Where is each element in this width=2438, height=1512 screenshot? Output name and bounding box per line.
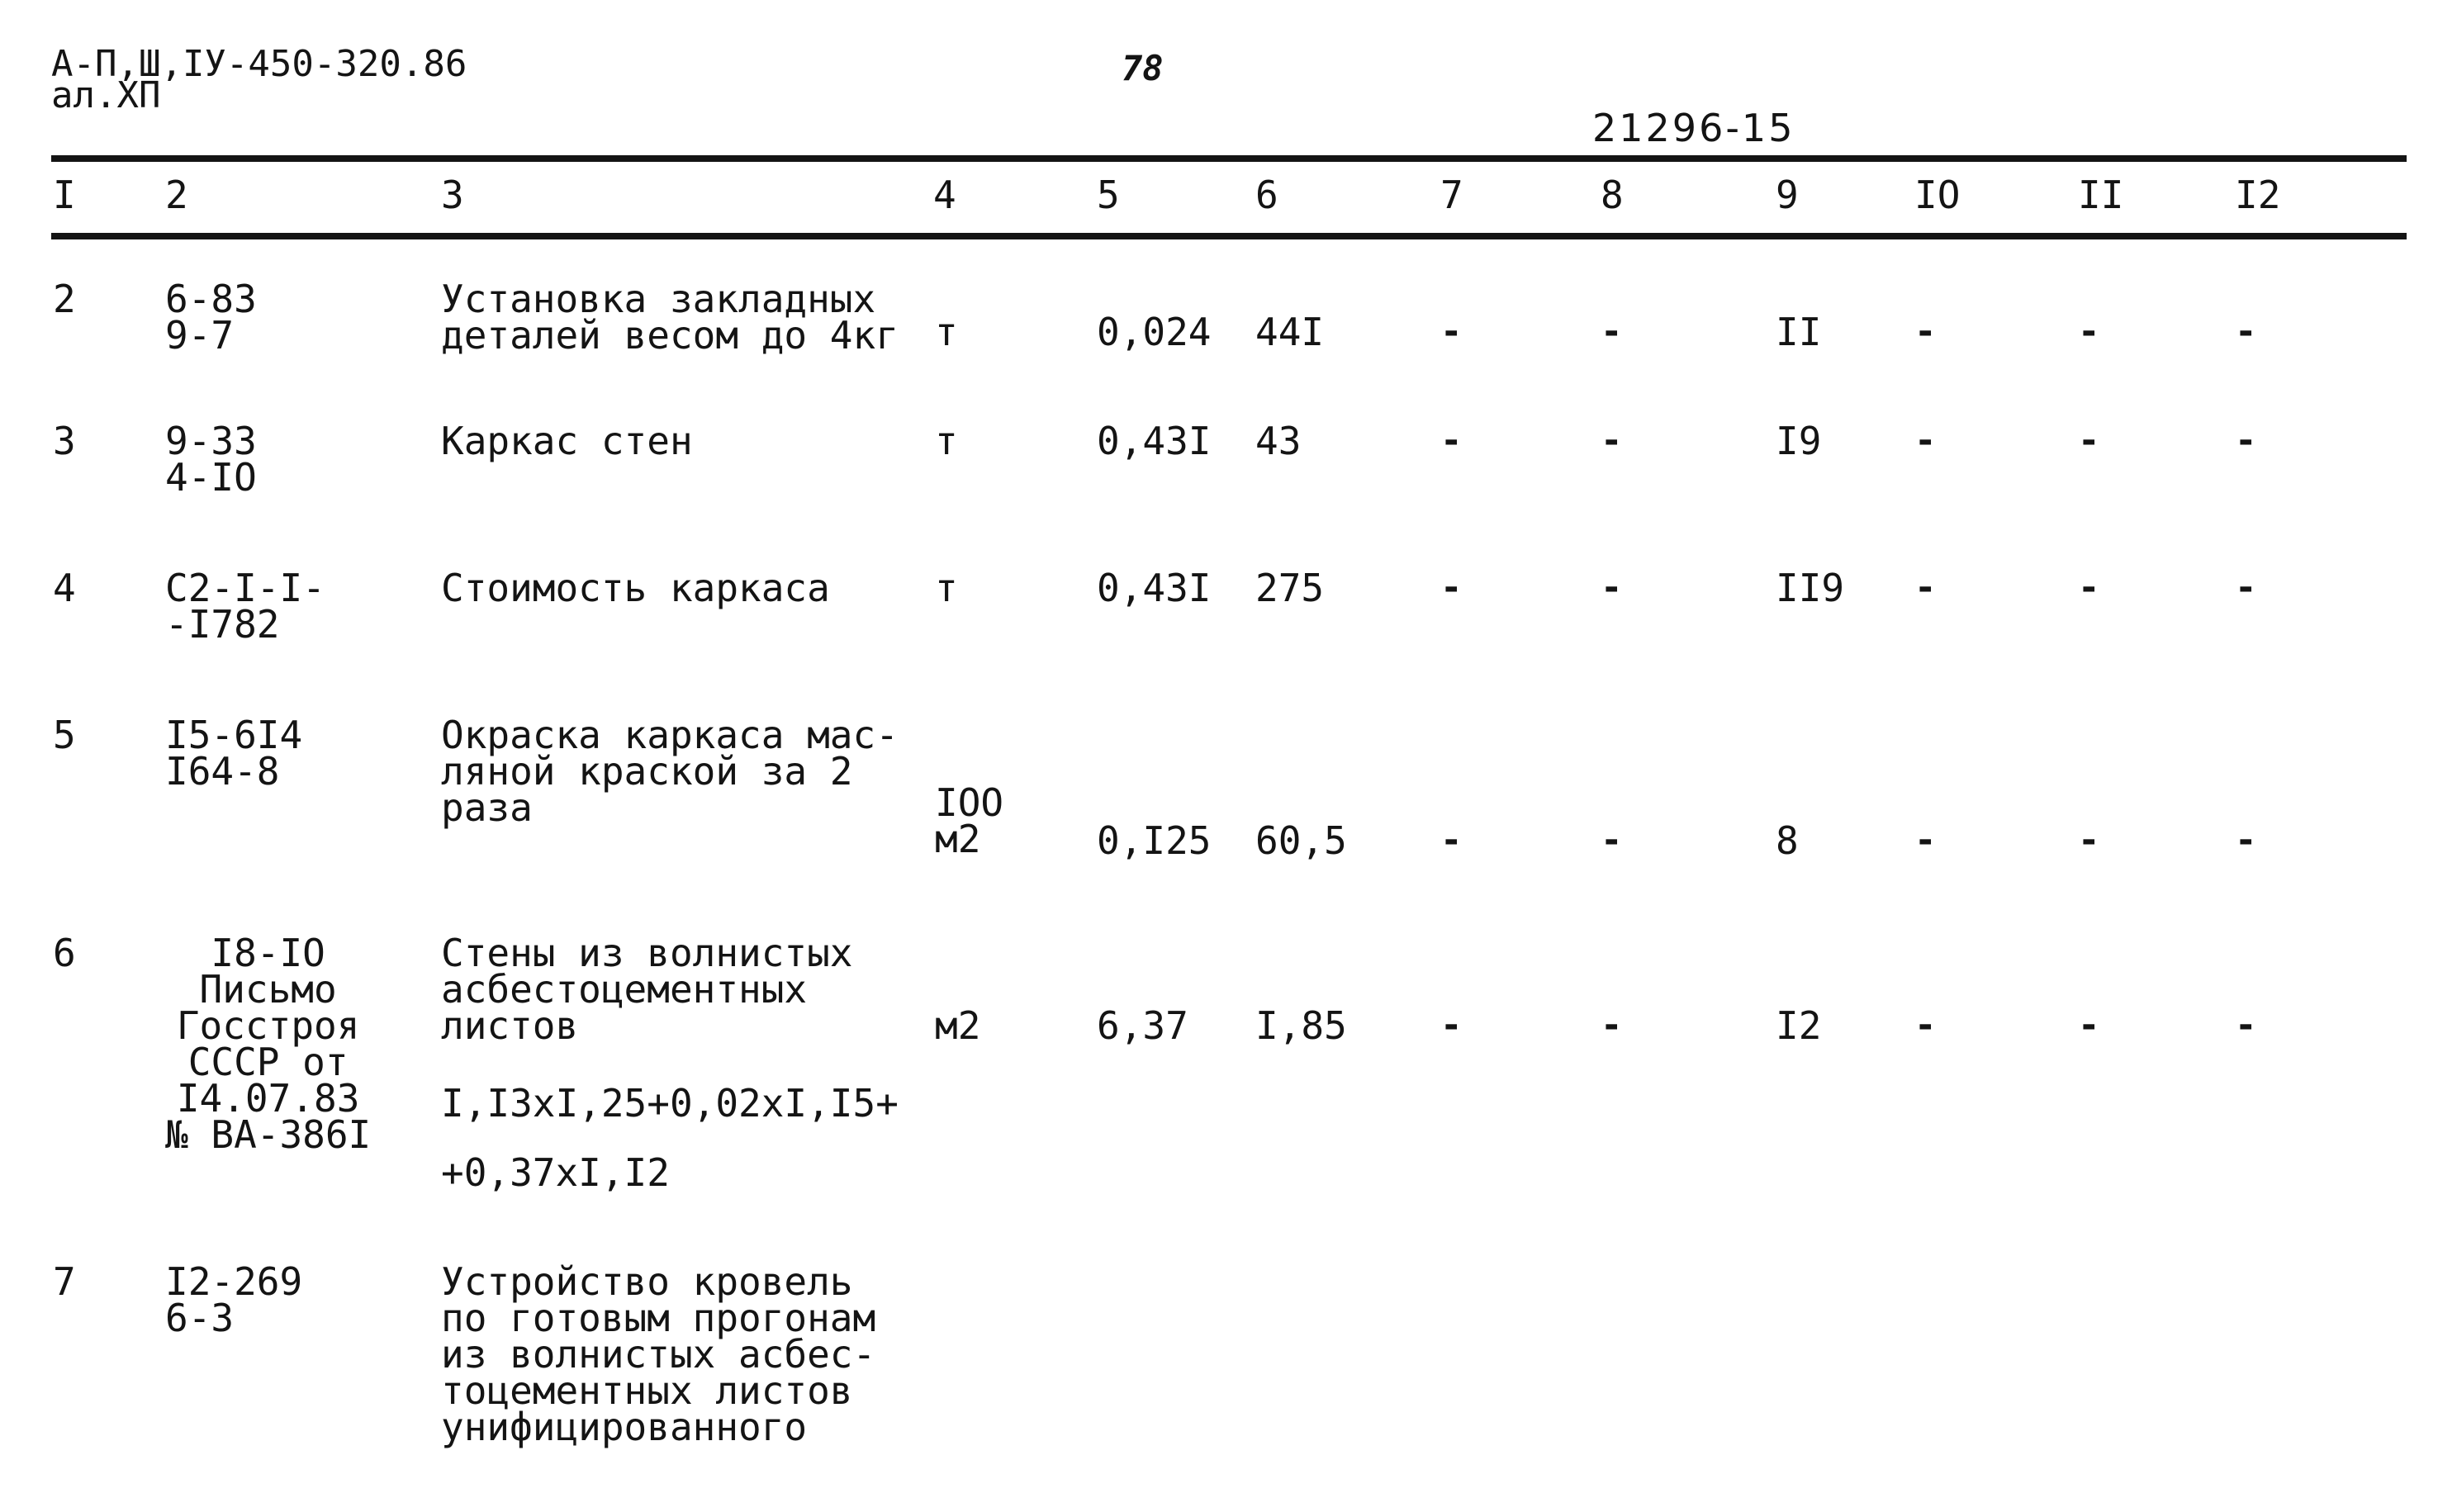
unit-price: 275 [1255, 566, 1325, 610]
column-header: IO [1914, 173, 1961, 217]
unit-price: 43 [1255, 419, 1302, 463]
dash-col-12: - [2235, 819, 2257, 861]
column-header: II [2078, 173, 2124, 217]
dash-col-12: - [2235, 419, 2257, 462]
dash-col-11: - [2078, 819, 2100, 861]
quantity: 0,43I [1097, 566, 1212, 610]
dash-col-8: - [1601, 566, 1623, 609]
unit-price: 60,5 [1255, 818, 1347, 863]
norm-code: 6-83 9-7 [165, 277, 257, 358]
unit: т [935, 566, 958, 610]
dash-col-10: - [1914, 566, 1937, 609]
formula-line: +0,37xI,I2 [441, 1150, 670, 1195]
dash-col-7: - [1440, 1004, 1463, 1046]
column-header: I2 [2235, 173, 2281, 217]
album-label: ал.XП [51, 74, 161, 116]
dash-col-12: - [2235, 566, 2257, 609]
work-description: Установка закладных деталей весом до 4кг [441, 277, 899, 358]
work-description: Каркас стен [441, 419, 693, 463]
formula-line: I,I3xI,25+0,02xI,I5+ [441, 1081, 899, 1126]
header-top-rule [51, 155, 2407, 162]
work-description: Стоимость каркаса [441, 566, 830, 610]
col-9-value: I2 [1776, 1003, 1822, 1048]
norm-code: С2-I-I- -I782 [165, 566, 325, 647]
column-header: 5 [1097, 173, 1120, 217]
dash-col-7: - [1440, 566, 1463, 609]
dash-col-8: - [1601, 819, 1623, 861]
dash-col-8: - [1601, 419, 1623, 462]
work-description: Стены из волнистых асбестоцементных листов [441, 931, 853, 1048]
dash-col-12: - [2235, 310, 2257, 353]
column-header: 6 [1255, 173, 1278, 217]
unit: т [935, 419, 958, 463]
column-header: 7 [1440, 173, 1463, 217]
row-number: 4 [53, 566, 76, 610]
norm-code: 9-33 4-IO [165, 419, 257, 500]
col-9-value: II [1776, 310, 1822, 354]
dash-col-7: - [1440, 310, 1463, 353]
row-number: 6 [53, 931, 76, 975]
row-number: 5 [53, 713, 76, 757]
quantity: 0,43I [1097, 419, 1212, 463]
unit: IOO м2 [935, 780, 1004, 861]
dash-col-8: - [1601, 310, 1623, 353]
work-description: Устройство кровель по готовым прогонам из волнистых асбес- тоцементных листов унифицированного [441, 1259, 876, 1449]
unit-price: 44I [1255, 310, 1325, 354]
row-number: 3 [53, 419, 76, 463]
dash-col-7: - [1440, 419, 1463, 462]
dash-col-10: - [1914, 310, 1937, 353]
unit: м2 [935, 1003, 981, 1048]
col-9-value: 8 [1776, 818, 1799, 863]
row-number: 2 [53, 277, 76, 321]
dash-col-11: - [2078, 419, 2100, 462]
dash-col-10: - [1914, 1004, 1937, 1046]
page-number: 78 [1122, 48, 1164, 88]
norm-code: I5-6I4 I64-8 [165, 713, 303, 794]
handwritten-number: 21296-15 [1592, 106, 1795, 150]
dash-col-11: - [2078, 310, 2100, 353]
norm-code: I8-IO Письмо Госстроя СССР от I4.07.83 № ВА-386I [165, 931, 372, 1157]
column-header: I [53, 173, 76, 217]
dash-col-10: - [1914, 419, 1937, 462]
document-code: А-П,Ш,IУ-450-320.86 [51, 43, 467, 85]
header-bottom-rule [51, 233, 2407, 239]
dash-col-10: - [1914, 819, 1937, 861]
quantity: 0,I25 [1097, 818, 1212, 863]
column-header: 3 [441, 173, 464, 217]
column-header: 9 [1776, 173, 1799, 217]
dash-col-11: - [2078, 1004, 2100, 1046]
unit: т [935, 310, 958, 354]
col-9-value: II9 [1776, 566, 1845, 610]
norm-code: I2-269 6-3 [165, 1259, 303, 1340]
column-header: 4 [933, 173, 956, 217]
dash-col-8: - [1601, 1004, 1623, 1046]
dash-col-12: - [2235, 1004, 2257, 1046]
col-9-value: I9 [1776, 419, 1822, 463]
work-description: Окраска каркаса мас- ляной краской за 2 раза [441, 713, 899, 830]
quantity: 6,37 [1097, 1003, 1188, 1048]
column-header: 2 [165, 173, 188, 217]
dash-col-7: - [1440, 819, 1463, 861]
row-number: 7 [53, 1259, 76, 1304]
column-header: 8 [1601, 173, 1624, 217]
quantity: 0,024 [1097, 310, 1212, 354]
unit-price: I,85 [1255, 1003, 1347, 1048]
dash-col-11: - [2078, 566, 2100, 609]
